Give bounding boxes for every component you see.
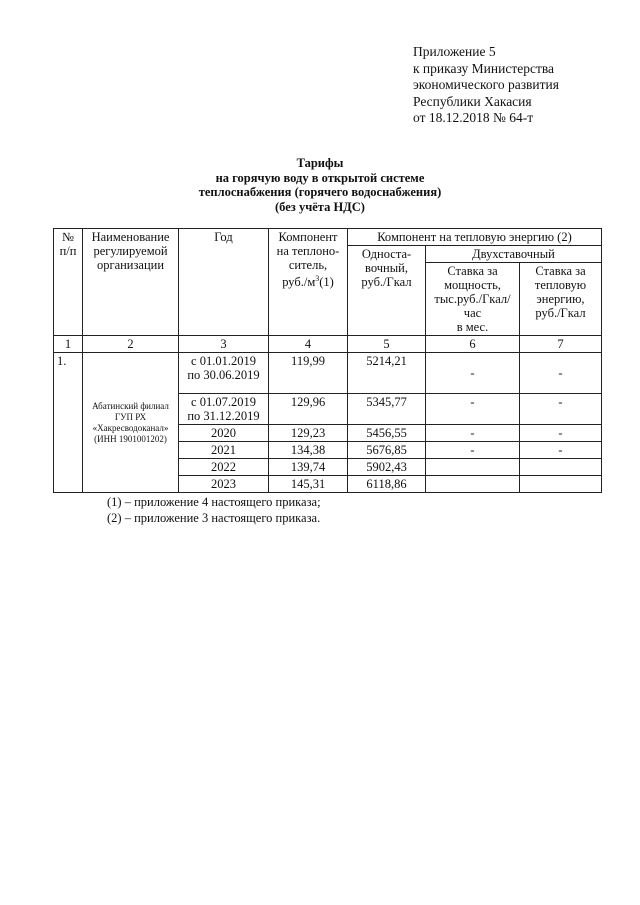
- footnote: (2) – приложение 3 настоящего приказа.: [107, 511, 321, 525]
- power-rate-value: -: [426, 394, 520, 425]
- column-number: 6: [426, 336, 520, 353]
- column-number: 5: [348, 336, 426, 353]
- column-number: 7: [520, 336, 602, 353]
- header-power-rate: Ставка за мощность, тыс.руб./Гкал/ час в мес.: [426, 263, 520, 336]
- appendix-line: к приказу Министерства: [413, 60, 555, 76]
- carrier-value: 145,31: [269, 476, 348, 493]
- carrier-value: 134,38: [269, 442, 348, 459]
- header-carrier-component: Компонент на теплоно- ситель, $руб./м^3(1)$: [269, 229, 348, 336]
- carrier-value: 129,96: [269, 394, 348, 425]
- energy-rate-value: [520, 476, 602, 493]
- appendix-line: от 18.12.2018 № 64-т: [413, 110, 534, 125]
- header-single-rate: Односта- вочный, руб./Гкал: [348, 246, 426, 336]
- single-rate-value: 5676,85: [348, 442, 426, 459]
- footnote: (1) – приложение 4 настоящего приказа;: [107, 495, 321, 509]
- organization-name: Абатинский филиал ГУП РХ «Хакресводоканал» (ИНН 1901001202): [83, 353, 179, 493]
- column-number-row: [54, 336, 602, 353]
- year-cell: 2020: [179, 425, 269, 442]
- appendix-line: Республики Хакасия: [413, 93, 532, 109]
- title-line: Тарифы: [296, 156, 344, 170]
- power-rate-value: [426, 476, 520, 493]
- appendix-block: [413, 44, 559, 127]
- appendix-line: Приложение 5: [413, 44, 496, 59]
- header-two-rate: Двухставочный: [426, 246, 602, 263]
- energy-rate-value: -: [520, 442, 602, 459]
- power-rate-value: -: [426, 353, 520, 394]
- year-cell: с 01.01.2019 по 30.06.2019: [179, 353, 269, 394]
- carrier-value: 129,23: [269, 425, 348, 442]
- single-rate-value: 5902,43: [348, 459, 426, 476]
- title-line: теплоснабжения (горячего водоснабжения): [198, 185, 442, 199]
- document-title: [0, 156, 640, 214]
- header-number: № п/п: [54, 229, 83, 336]
- header-year: Год: [179, 229, 269, 336]
- header-energy-component: Компонент на тепловую энергию (2): [348, 229, 602, 246]
- column-number: 1: [54, 336, 83, 353]
- column-number: 4: [269, 336, 348, 353]
- header-row: [54, 229, 602, 246]
- column-number: 3: [179, 336, 269, 353]
- single-rate-value: 5345,77: [348, 394, 426, 425]
- single-rate-value: 6118,86: [348, 476, 426, 493]
- energy-rate-value: -: [520, 353, 602, 394]
- row-number: 1.: [54, 353, 83, 493]
- footnotes: [107, 494, 321, 526]
- tariff-table: [53, 228, 602, 493]
- header-organization: Наименование регулируемой организации: [83, 229, 179, 336]
- header-energy-rate: Ставка за тепловую энергию, руб./Гкал: [520, 263, 602, 336]
- table-row: [54, 353, 602, 394]
- carrier-value: 119,99: [269, 353, 348, 394]
- title-line: (без учёта НДС): [275, 199, 365, 214]
- year-cell: с 01.07.2019 по 31.12.2019: [179, 394, 269, 425]
- energy-rate-value: -: [520, 394, 602, 425]
- year-cell: 2022: [179, 459, 269, 476]
- energy-rate-value: [520, 459, 602, 476]
- power-rate-value: [426, 459, 520, 476]
- year-cell: 2023: [179, 476, 269, 493]
- title-line: на горячую воду в открытой системе: [215, 170, 425, 185]
- single-rate-value: 5214,21: [348, 353, 426, 394]
- appendix-line: экономического развития: [413, 77, 559, 92]
- column-number: 2: [83, 336, 179, 353]
- year-cell: 2021: [179, 442, 269, 459]
- single-rate-value: 5456,55: [348, 425, 426, 442]
- power-rate-value: -: [426, 425, 520, 442]
- energy-rate-value: -: [520, 425, 602, 442]
- carrier-value: 139,74: [269, 459, 348, 476]
- power-rate-value: -: [426, 442, 520, 459]
